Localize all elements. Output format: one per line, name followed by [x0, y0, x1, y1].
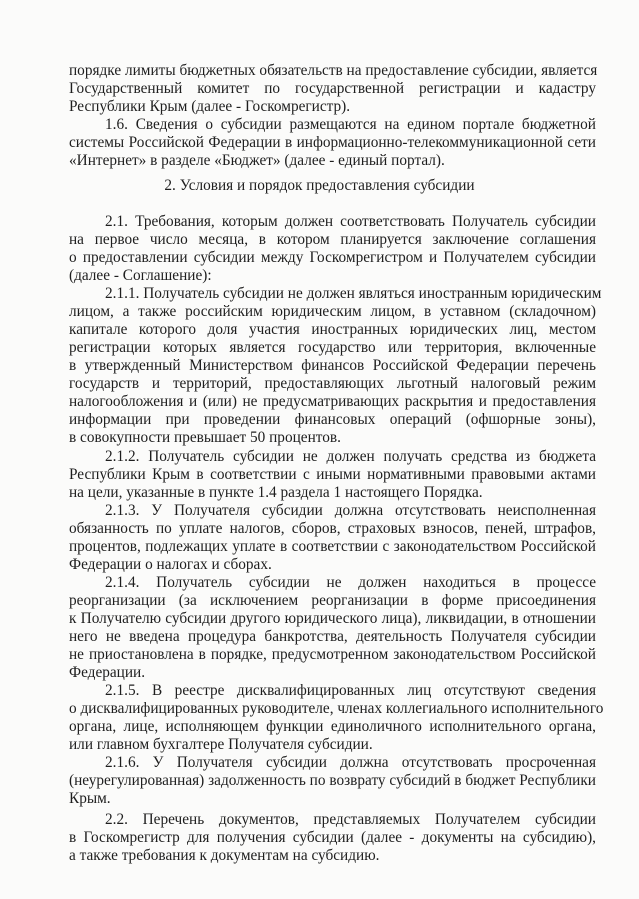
text-line: в совокупности превышает 50 процентов. [69, 429, 341, 446]
text-line: в Госкомрегистр для получения субсидии (далее - документы на субсидию), [69, 829, 596, 846]
text-line: не приостановлена в порядке, предусмотренном законодательством Российской [69, 646, 596, 663]
text-line: регистрации которых является государство или территория, включенные [69, 339, 596, 356]
text-line: налогообложения и (или) не предусматривающих раскрытия и предоставления [69, 393, 596, 410]
text-line: к Получателю субсидии другого юридического лица), ликвидации, в отношении [69, 610, 596, 627]
section-heading: 2. Условия и порядок предоставления субсидии [164, 177, 475, 194]
text-line: 2.2. Перечень документов, представляемых Получателем субсидии [105, 811, 596, 828]
text-line: обязанность по уплате налогов, сборов, страховых взносов, пеней, штрафов, [69, 520, 596, 537]
text-line: информации при проведении финансовых операций (офшорные зоны), [69, 411, 596, 428]
text-line: на первое число месяца, в котором планируется заключение соглашения [69, 231, 596, 248]
text-line: него не введена процедура банкротства, деятельность Получателя субсидии [69, 628, 596, 645]
text-line: или главном бухгалтере Получателя субсидии. [69, 736, 373, 753]
text-line: о предоставлении субсидии между Госкомрегистром и Получателем субсидии [69, 249, 596, 266]
text-line: (неурегулированная) задолженность по возврату субсидий в бюджет Республики [69, 772, 596, 789]
text-line: 1.6. Сведения о субсидии размещаются на едином портале бюджетной [105, 116, 596, 133]
text-line: в утвержденный Министерством финансов Российской Федерации перечень [69, 357, 596, 374]
text-line: 2.1.1. Получатель субсидии не должен являться иностранным юридическим [105, 285, 602, 302]
text-line: 2.1.6. У Получателя субсидии должна отсутствовать просроченная [105, 754, 596, 771]
text-line: (далее - Соглашение): [69, 267, 212, 284]
text-line: Федерации о налогах и сборах. [69, 556, 272, 573]
text-line: Республики Крым (далее - Госкомрегистр). [69, 98, 351, 115]
text-line: лицом, а также российским юридическим лицом, в уставном (складочном) [69, 303, 596, 320]
text-line: Федерации. [69, 664, 146, 681]
text-line: 2.1. Требования, которым должен соответствовать Получатель субсидии [105, 213, 596, 230]
text-line: Государственный комитет по государственной регистрации и кадастру [69, 80, 596, 97]
text-line: реорганизации (за исключением реорганизации в форме присоединения [69, 592, 596, 609]
text-line: 2.1.2. Получатель субсидии не должен получать средства из бюджета [105, 448, 596, 465]
text-line: Республики Крым в соответствии с иными нормативными правовыми актами [69, 466, 596, 483]
text-line: а также требования к документам на субсидию. [69, 847, 380, 864]
text-line: «Интернет» в разделе «Бюджет» (далее - единый портал). [69, 152, 445, 169]
text-line: порядке лимиты бюджетных обязательств на предоставление субсидии, является [69, 62, 598, 79]
text-line: 2.1.5. В реестре дисквалифицированных лиц отсутствуют сведения [105, 682, 596, 699]
text-line: 2.1.3. У Получателя субсидии должна отсутствовать неисполненная [105, 502, 596, 519]
text-line: государств и территорий, предоставляющих льготный налоговый режим [69, 375, 596, 392]
text-line: органа, лице, исполняющем функции единоличного исполнительного органа, [69, 718, 596, 735]
text-line: капитале которого доля участия иностранных юридических лиц, местом [69, 321, 596, 338]
text-line: Крым. [69, 790, 111, 807]
text-line: на цели, указанные в пункте 1.4 раздела 1 настоящего Порядка. [69, 484, 483, 501]
text-line: системы Российской Федерации в информационно-телекоммуникационной сети [69, 134, 596, 151]
text-line: 2.1.4. Получатель субсидии не должен находиться в процессе [105, 574, 596, 591]
text-line: о дисквалифицированных руководителе, членах коллегиального исполнительного [69, 700, 604, 717]
text-line: процентов, подлежащих уплате в соответствии с законодательством Российской [69, 538, 596, 555]
